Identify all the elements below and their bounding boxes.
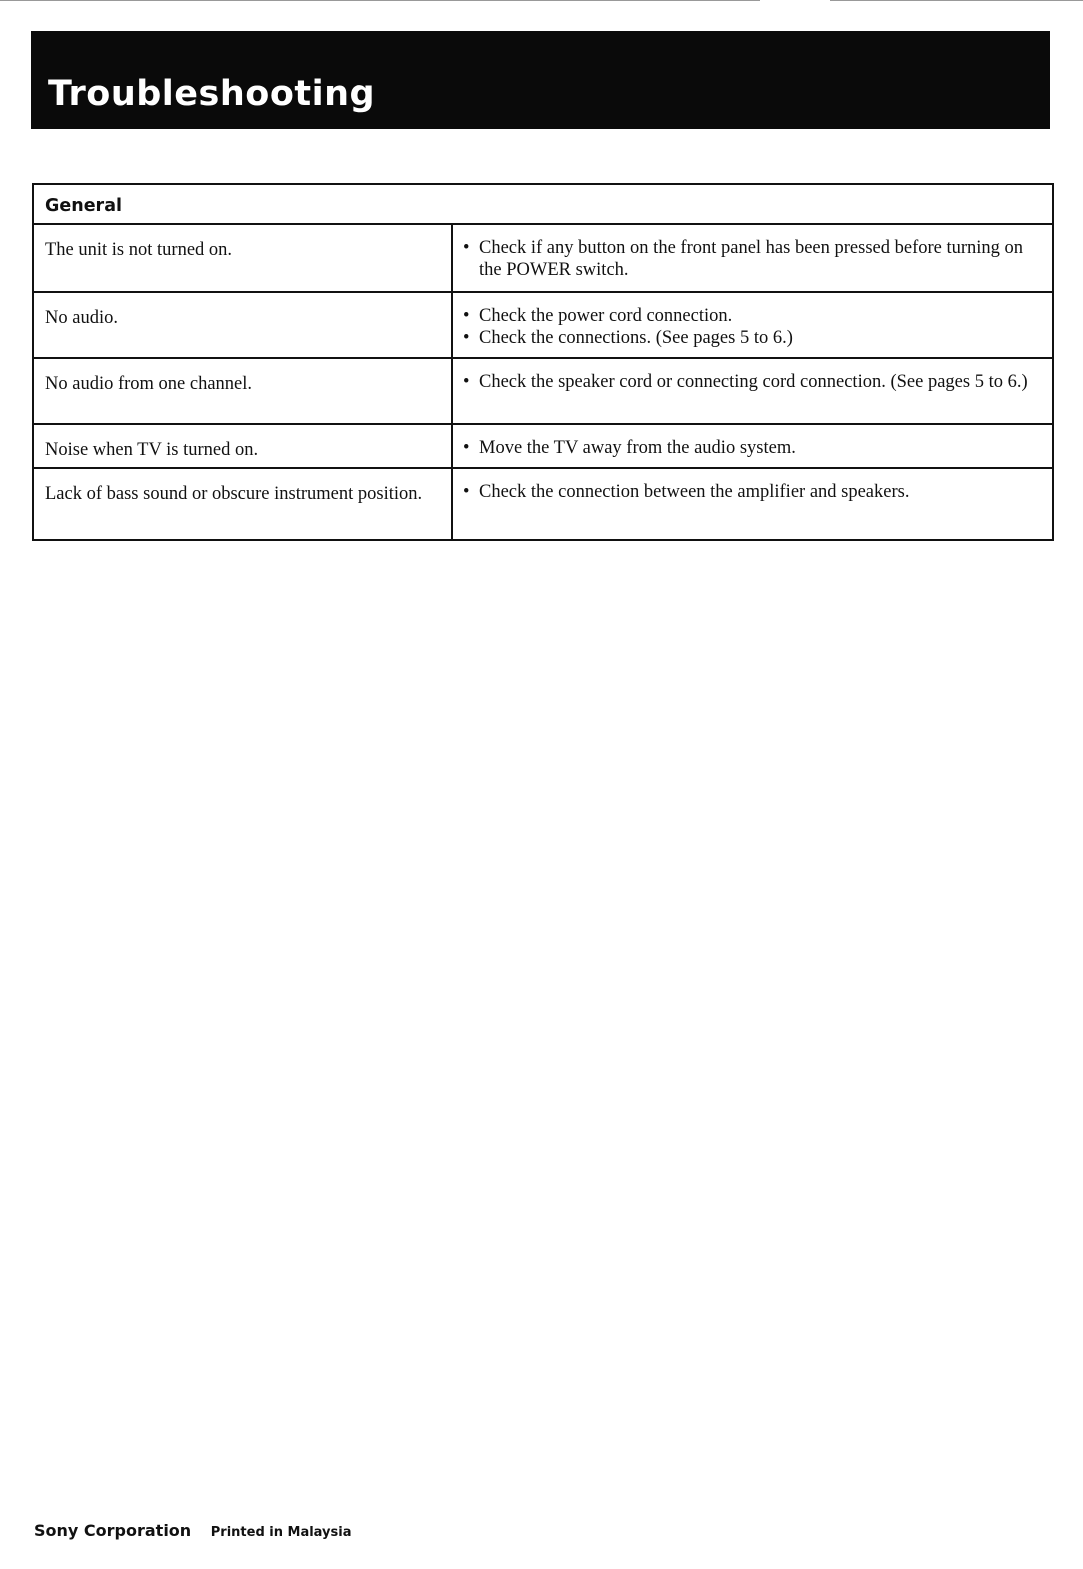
remedy-cell <box>452 424 1053 468</box>
footer-company: Sony Corporation <box>34 1521 192 1540</box>
bullet-icon: • <box>463 438 470 458</box>
remedy-cell <box>452 468 1053 540</box>
remedy-item: • Check the speaker cord or connecting cord connection. (See pages 5 to 6.) <box>463 372 1028 392</box>
problem-cell: The unit is not turned on. <box>33 224 452 292</box>
problem-cell: No audio from one channel. <box>33 358 452 424</box>
bullet-icon: • <box>463 372 470 392</box>
remedy-list <box>461 437 1042 459</box>
remedy-cell <box>452 292 1053 358</box>
footer <box>34 1521 352 1540</box>
troubleshooting-table <box>32 183 1054 541</box>
remedy-cell <box>452 358 1053 424</box>
table-row <box>33 292 1053 358</box>
remedy-item: • Check the connections. (See pages 5 to 6.) <box>463 328 793 348</box>
problem-cell: Noise when TV is turned on. <box>33 424 452 468</box>
top-rule-left <box>0 0 760 1</box>
page-title: Troubleshooting <box>48 74 376 114</box>
section-heading: General <box>33 184 1053 224</box>
remedy-item: • Move the TV away from the audio system. <box>463 438 796 458</box>
top-rule-right <box>830 0 1083 1</box>
table-row <box>33 358 1053 424</box>
problem-cell: No audio. <box>33 292 452 358</box>
bullet-icon: • <box>463 328 470 348</box>
remedy-cell <box>452 224 1053 292</box>
table-row <box>33 224 1053 292</box>
table-row <box>33 424 1053 468</box>
problem-cell: Lack of bass sound or obscure instrument position. <box>33 468 452 540</box>
remedy-item: • Check the power cord connection. <box>463 306 733 326</box>
bullet-icon: • <box>463 238 470 258</box>
table-row <box>33 468 1053 540</box>
remedy-list <box>461 305 1042 349</box>
bullet-icon: • <box>463 482 470 502</box>
remedy-item: • Check the connection between the amplifier and speakers. <box>463 482 910 502</box>
troubleshooting-table-container <box>32 183 1052 541</box>
footer-printed: Printed in Malaysia <box>210 1525 352 1540</box>
title-banner <box>31 31 1050 129</box>
bullet-icon: • <box>463 306 470 326</box>
remedy-list <box>461 237 1042 281</box>
remedy-list <box>461 481 1042 503</box>
remedy-item: • Check if any button on the front panel has been pressed before turning on the POWER switch. <box>463 238 1024 280</box>
remedy-list <box>461 371 1042 393</box>
